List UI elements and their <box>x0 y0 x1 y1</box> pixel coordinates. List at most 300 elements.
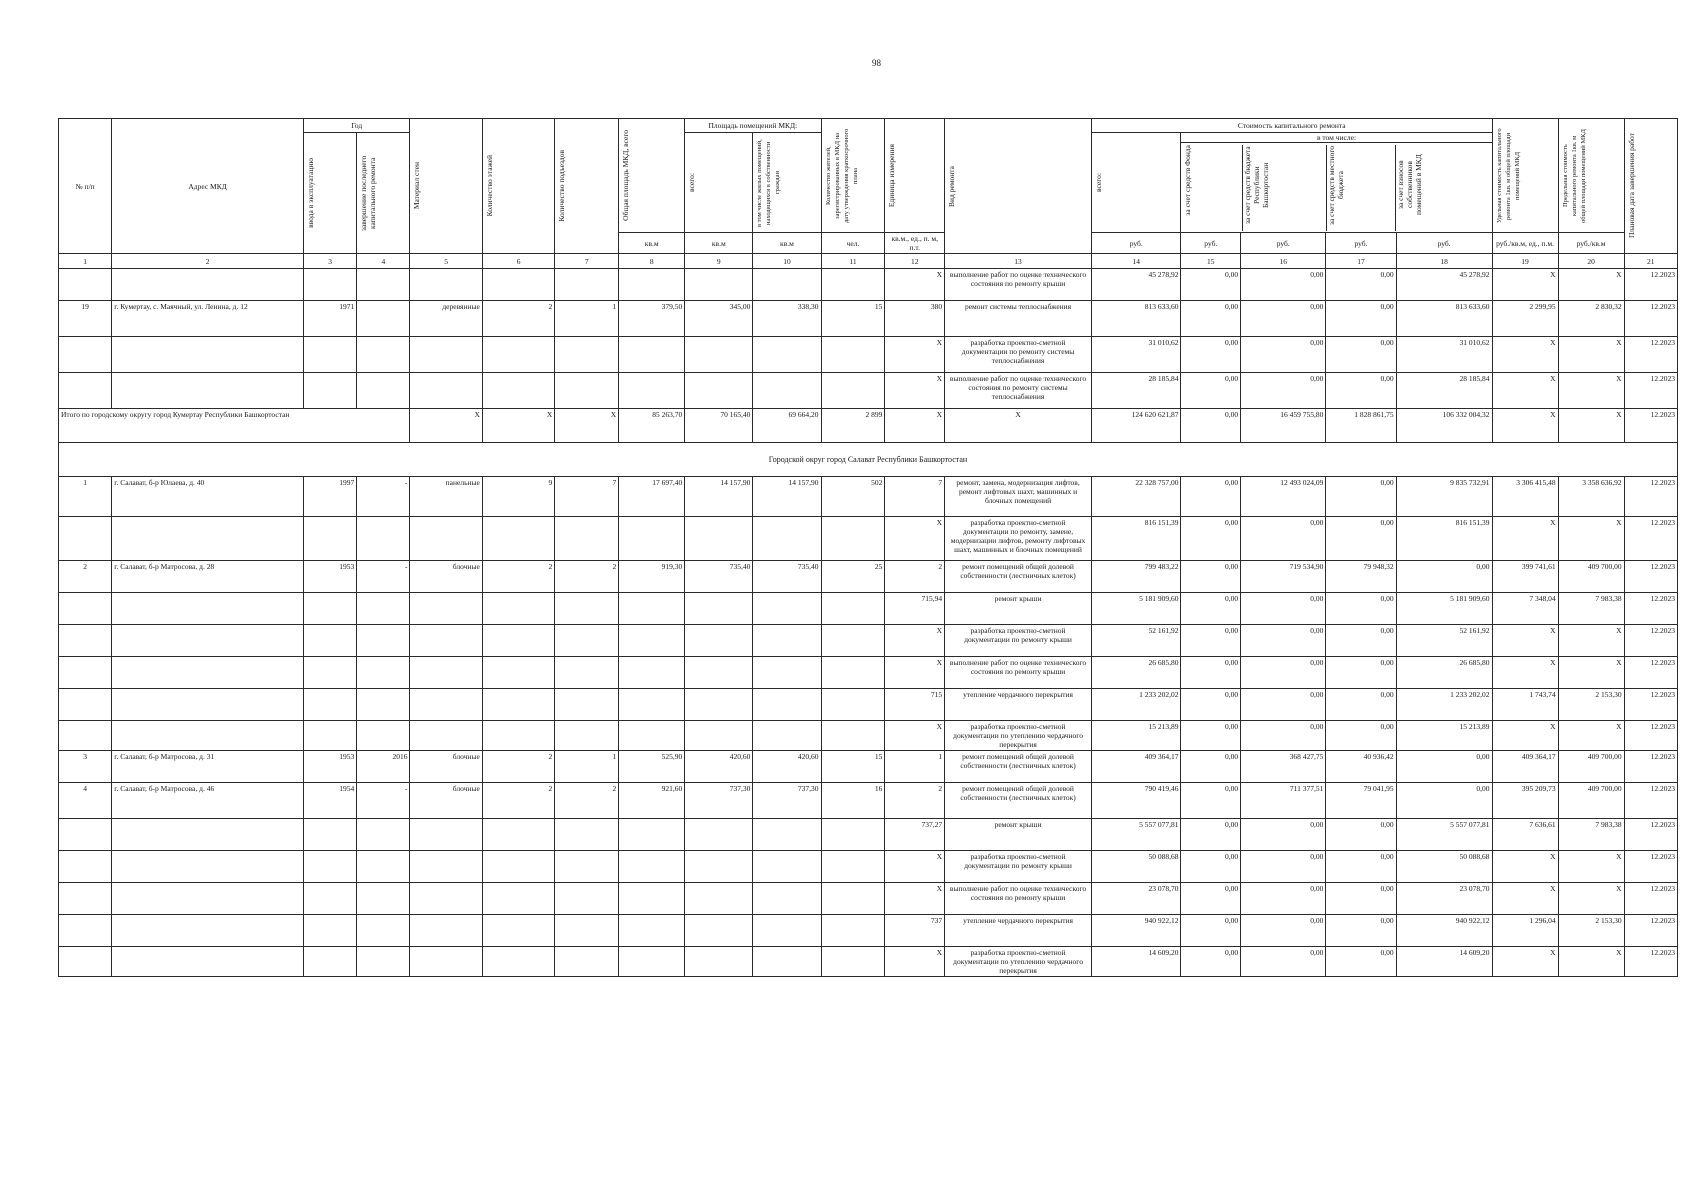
cell-cost-total: 409 364,17 <box>1092 751 1181 783</box>
cell-unit-cost: X <box>1492 851 1558 883</box>
cell-cost-republic: 0,00 <box>1241 689 1326 721</box>
cell-unit: 715 <box>885 689 945 721</box>
cell-address: г. Салават, б-р Матросова, д. 31 <box>112 751 304 783</box>
cell-year-built: 1953 <box>303 561 356 593</box>
hdr-total-area: Общая площадь МКД, всего <box>619 119 685 233</box>
hdr-area-group: Площадь помещений МКД: <box>685 119 821 133</box>
cell-unit: 380 <box>885 301 945 337</box>
hdr-cost-owners: за счет взносов собственников помещений в МКД <box>1395 145 1489 231</box>
cell-cost-owners: 15 213,89 <box>1396 721 1492 751</box>
cell-wall-material <box>410 517 482 561</box>
cell-cost-republic: 0,00 <box>1241 593 1326 625</box>
cell-entrances <box>555 819 619 851</box>
table-row <box>59 301 1678 337</box>
cell-row-number <box>59 593 112 625</box>
hdr-cost-total: всего: <box>1092 133 1181 233</box>
cell-floors <box>482 373 554 409</box>
cell-row-number <box>59 883 112 915</box>
cell-cost-total: 5 181 909,60 <box>1092 593 1181 625</box>
cell-floors: 2 <box>482 561 554 593</box>
cell-unit-cost: X <box>1492 883 1558 915</box>
cell-deadline: 12.2023 <box>1624 269 1677 301</box>
cell-area-residential <box>753 337 821 373</box>
cell-area-all <box>685 721 753 751</box>
cell-cost-owners: 0,00 <box>1396 751 1492 783</box>
cell-cost-fund: 0,00 <box>1181 947 1241 977</box>
total-ta: 85 263,70 <box>619 409 685 443</box>
cell-cost-total: 45 278,92 <box>1092 269 1181 301</box>
cell-unit: X <box>885 625 945 657</box>
cell-floors: 2 <box>482 751 554 783</box>
cell-total-area: 525,90 <box>619 751 685 783</box>
table-row <box>59 657 1678 689</box>
cell-year-built <box>303 819 356 851</box>
cell-entrances <box>555 851 619 883</box>
cell-floors <box>482 593 554 625</box>
cell-cost-fund: 0,00 <box>1181 561 1241 593</box>
hdr-area-residential: в том числе жилых помещений, находящихся в собственности граждан <box>753 133 821 233</box>
unit-rub-total: руб. <box>1092 233 1181 254</box>
cell-address <box>112 689 304 721</box>
cell-wall-material <box>410 337 482 373</box>
cell-total-area <box>619 657 685 689</box>
cell-cost-republic: 0,00 <box>1241 947 1326 977</box>
unit-unit: кв.м., ед., п. м, п.т. <box>885 233 945 254</box>
cell-cost-owners: 50 088,68 <box>1396 851 1492 883</box>
cell-year-last-repair <box>357 689 410 721</box>
cell-area-residential: 420,60 <box>753 751 821 783</box>
cell-area-residential <box>753 721 821 751</box>
cell-row-number <box>59 689 112 721</box>
cell-wall-material <box>410 947 482 977</box>
cell-floors <box>482 657 554 689</box>
cell-cost-fund: 0,00 <box>1181 751 1241 783</box>
repair-plan-table <box>58 118 1678 977</box>
repair-plan-sheet <box>58 118 1678 977</box>
cell-unit: 737 <box>885 915 945 947</box>
cell-floors <box>482 721 554 751</box>
cell-cost-local: 0,00 <box>1326 517 1396 561</box>
cell-year-built <box>303 657 356 689</box>
cell-repair-type: разработка проектно-сметной документации по утеплению чердачного перекрытия <box>945 947 1092 977</box>
cell-area-residential <box>753 593 821 625</box>
cell-limit-cost: 409 700,00 <box>1558 561 1624 593</box>
cell-cost-republic: 0,00 <box>1241 657 1326 689</box>
hdr-floors: Количество этажей <box>482 119 554 254</box>
cell-total-area: 17 697,40 <box>619 477 685 517</box>
cell-cost-fund: 0,00 <box>1181 657 1241 689</box>
cell-limit-cost: 7 983,38 <box>1558 819 1624 851</box>
cell-repair-type: утепление чердачного перекрытия <box>945 689 1092 721</box>
cell-address <box>112 721 304 751</box>
cell-total-area: 919,30 <box>619 561 685 593</box>
cell-year-last-repair <box>357 657 410 689</box>
cell-entrances <box>555 517 619 561</box>
hdr-unit: Единица измерения <box>885 119 945 233</box>
total-unit: X <box>885 409 945 443</box>
cell-cost-total: 799 483,22 <box>1092 561 1181 593</box>
cell-cost-owners: 9 835 732,91 <box>1396 477 1492 517</box>
cell-deadline: 12.2023 <box>1624 721 1677 751</box>
total-dl: 12.2023 <box>1624 409 1677 443</box>
cell-year-last-repair: - <box>357 477 410 517</box>
cell-wall-material <box>410 883 482 915</box>
cell-total-area: 921,60 <box>619 783 685 819</box>
column-number: 16 <box>1241 254 1326 269</box>
hdr-year-group: Год <box>303 119 410 133</box>
cell-area-all <box>685 373 753 409</box>
cell-floors: 9 <box>482 477 554 517</box>
column-number: 11 <box>821 254 885 269</box>
cell-address <box>112 915 304 947</box>
cell-area-all <box>685 947 753 977</box>
cell-cost-owners: 5 557 077,81 <box>1396 819 1492 851</box>
hdr-unit-cost: Удельная стоимость капитального ремонта 1кв. м общей площади помещений МКД <box>1492 119 1558 233</box>
cell-address <box>112 593 304 625</box>
column-number: 5 <box>410 254 482 269</box>
cell-area-all <box>685 915 753 947</box>
cell-cost-republic: 711 377,51 <box>1241 783 1326 819</box>
cell-cost-republic: 0,00 <box>1241 625 1326 657</box>
cell-address <box>112 947 304 977</box>
cell-unit: X <box>885 883 945 915</box>
cell-cost-owners: 31 010,62 <box>1396 337 1492 373</box>
column-number: 18 <box>1396 254 1492 269</box>
cell-total-area <box>619 269 685 301</box>
cell-cost-total: 28 185,84 <box>1092 373 1181 409</box>
cell-year-built <box>303 625 356 657</box>
cell-deadline: 12.2023 <box>1624 561 1677 593</box>
cell-area-residential: 338,30 <box>753 301 821 337</box>
cell-repair-type: ремонт помещений общей долевой собственности (лестничных клеток) <box>945 783 1092 819</box>
cell-cost-republic: 0,00 <box>1241 851 1326 883</box>
cell-cost-local: 0,00 <box>1326 657 1396 689</box>
cell-cost-fund: 0,00 <box>1181 593 1241 625</box>
cell-cost-owners: 26 685,80 <box>1396 657 1492 689</box>
cell-cost-republic: 368 427,75 <box>1241 751 1326 783</box>
cell-cost-fund: 0,00 <box>1181 517 1241 561</box>
cell-residents: 502 <box>821 477 885 517</box>
table-row <box>59 819 1678 851</box>
cell-cost-fund: 0,00 <box>1181 689 1241 721</box>
cell-total-area: 379,50 <box>619 301 685 337</box>
hdr-wall-material: Материал стен <box>410 119 482 254</box>
cell-area-residential <box>753 625 821 657</box>
cell-residents <box>821 517 885 561</box>
cell-row-number: 3 <box>59 751 112 783</box>
cell-cost-local: 0,00 <box>1326 915 1396 947</box>
cell-row-number: 2 <box>59 561 112 593</box>
total-res: 2 899 <box>821 409 885 443</box>
table-row <box>59 593 1678 625</box>
cell-repair-type: разработка проектно-сметной документации по ремонту системы теплоснабжения <box>945 337 1092 373</box>
cell-area-residential <box>753 883 821 915</box>
unit-rub-fund: руб. <box>1181 233 1241 254</box>
cell-deadline: 12.2023 <box>1624 947 1677 977</box>
cell-area-all <box>685 819 753 851</box>
table-row <box>59 373 1678 409</box>
cell-unit: 1 <box>885 751 945 783</box>
cell-cost-republic: 0,00 <box>1241 373 1326 409</box>
cell-area-residential <box>753 689 821 721</box>
cell-year-last-repair <box>357 947 410 977</box>
cell-unit-cost: X <box>1492 269 1558 301</box>
cell-unit-cost: 7 636,61 <box>1492 819 1558 851</box>
cell-deadline: 12.2023 <box>1624 301 1677 337</box>
cell-row-number: 4 <box>59 783 112 819</box>
cell-area-all <box>685 593 753 625</box>
cell-limit-cost: 2 153,30 <box>1558 915 1624 947</box>
column-number: 14 <box>1092 254 1181 269</box>
cell-unit: X <box>885 721 945 751</box>
cell-entrances: 7 <box>555 477 619 517</box>
cell-area-residential <box>753 947 821 977</box>
hdr-npp: № п/п <box>59 119 112 254</box>
column-number-row <box>59 254 1678 269</box>
cell-limit-cost: X <box>1558 721 1624 751</box>
cell-cost-local: 0,00 <box>1326 593 1396 625</box>
cell-limit-cost: X <box>1558 337 1624 373</box>
hdr-limit-cost: Предельная стоимость капитального ремонта 1кв. м общей площади помещений МКД <box>1558 119 1624 233</box>
cell-repair-type: выполнение работ по оценке технического состояния по ремонту крыши <box>945 269 1092 301</box>
cell-cost-local: 40 936,42 <box>1326 751 1396 783</box>
table-row <box>59 689 1678 721</box>
cell-cost-local: 79 041,95 <box>1326 783 1396 819</box>
cell-residents <box>821 337 885 373</box>
cell-entrances <box>555 657 619 689</box>
cell-address <box>112 819 304 851</box>
cell-cost-local: 0,00 <box>1326 373 1396 409</box>
cell-limit-cost: X <box>1558 851 1624 883</box>
cell-floors: 2 <box>482 301 554 337</box>
cell-unit-cost: X <box>1492 625 1558 657</box>
table-row <box>59 337 1678 373</box>
cell-area-all: 735,40 <box>685 561 753 593</box>
total-label: Итого по городскому округу город Кумертау Республики Башкортостан <box>59 409 410 443</box>
hdr-repair-type: Вид ремонта <box>945 119 1092 254</box>
column-number: 17 <box>1326 254 1396 269</box>
cell-cost-republic: 12 493 024,09 <box>1241 477 1326 517</box>
cell-year-built <box>303 947 356 977</box>
cell-floors <box>482 947 554 977</box>
cell-limit-cost: X <box>1558 269 1624 301</box>
cell-area-residential <box>753 373 821 409</box>
cell-cost-fund: 0,00 <box>1181 373 1241 409</box>
section-title: Городской округ город Салават Республики Башкортостан <box>59 443 1678 477</box>
cell-cost-fund: 0,00 <box>1181 819 1241 851</box>
cell-total-area <box>619 851 685 883</box>
hdr-cost-incl: в том числе: за счет средств Фонда за счет средств бюджета Республики Башкортостан за счет средств местного бюджета за счет взносов собственников помещений в МКД <box>1181 133 1492 233</box>
cell-row-number <box>59 819 112 851</box>
total-lc: X <box>1558 409 1624 443</box>
cell-address: г. Кумертау, с. Маячный, ул. Ленина, д. 12 <box>112 301 304 337</box>
cell-year-built <box>303 593 356 625</box>
cell-cost-fund: 0,00 <box>1181 915 1241 947</box>
cell-unit-cost: 409 364,17 <box>1492 751 1558 783</box>
cell-total-area <box>619 947 685 977</box>
cell-row-number <box>59 657 112 689</box>
cell-cost-owners: 5 181 909,60 <box>1396 593 1492 625</box>
cell-residents <box>821 689 885 721</box>
cell-area-all: 420,60 <box>685 751 753 783</box>
unit-area-all: кв.м <box>685 233 753 254</box>
cell-residents <box>821 625 885 657</box>
cell-row-number <box>59 269 112 301</box>
cell-deadline: 12.2023 <box>1624 751 1677 783</box>
column-number: 8 <box>619 254 685 269</box>
cell-wall-material: панельные <box>410 477 482 517</box>
cell-wall-material <box>410 269 482 301</box>
cell-address <box>112 851 304 883</box>
total-uc: X <box>1492 409 1558 443</box>
cell-area-all: 345,00 <box>685 301 753 337</box>
cell-area-residential: 14 157,90 <box>753 477 821 517</box>
cell-year-last-repair <box>357 269 410 301</box>
unit-unit-cost: руб./кв.м, ед., п.м. <box>1492 233 1558 254</box>
cell-cost-fund: 0,00 <box>1181 337 1241 373</box>
cell-total-area <box>619 337 685 373</box>
cell-wall-material <box>410 625 482 657</box>
cell-cost-local: 0,00 <box>1326 269 1396 301</box>
cell-floors <box>482 269 554 301</box>
cell-year-built: 1954 <box>303 783 356 819</box>
cell-unit-cost: 2 299,95 <box>1492 301 1558 337</box>
cell-total-area <box>619 915 685 947</box>
cell-address: г. Салават, б-р Матросова, д. 28 <box>112 561 304 593</box>
cell-repair-type: ремонт, замена, модернизация лифтов, ремонт лифтовых шахт, машинных и блочных помещений <box>945 477 1092 517</box>
cell-cost-republic: 0,00 <box>1241 337 1326 373</box>
cell-residents <box>821 819 885 851</box>
cell-unit: X <box>885 373 945 409</box>
cell-unit: 7 <box>885 477 945 517</box>
cell-address <box>112 337 304 373</box>
cell-limit-cost: X <box>1558 517 1624 561</box>
cell-deadline: 12.2023 <box>1624 337 1677 373</box>
total-own: 106 332 004,32 <box>1396 409 1492 443</box>
cell-row-number <box>59 915 112 947</box>
cell-total-area <box>619 721 685 751</box>
cell-year-built <box>303 337 356 373</box>
cell-cost-republic: 0,00 <box>1241 915 1326 947</box>
cell-entrances: 2 <box>555 561 619 593</box>
cell-year-built <box>303 689 356 721</box>
table-row <box>59 915 1678 947</box>
cell-wall-material: блочные <box>410 783 482 819</box>
cell-wall-material <box>410 915 482 947</box>
cell-wall-material <box>410 657 482 689</box>
cell-unit-cost: X <box>1492 373 1558 409</box>
cell-cost-republic: 0,00 <box>1241 517 1326 561</box>
cell-area-residential <box>753 517 821 561</box>
cell-unit: X <box>885 657 945 689</box>
total-aa: 70 165,40 <box>685 409 753 443</box>
cell-year-built: 1971 <box>303 301 356 337</box>
column-number: 12 <box>885 254 945 269</box>
cell-year-built <box>303 269 356 301</box>
cell-repair-type: ремонт помещений общей долевой собственности (лестничных клеток) <box>945 561 1092 593</box>
cell-cost-republic: 0,00 <box>1241 269 1326 301</box>
cell-cost-local: 0,00 <box>1326 625 1396 657</box>
cell-cost-republic: 0,00 <box>1241 819 1326 851</box>
cell-cost-total: 23 078,70 <box>1092 883 1181 915</box>
cell-unit-cost: X <box>1492 337 1558 373</box>
cell-cost-total: 790 419,46 <box>1092 783 1181 819</box>
cell-cost-fund: 0,00 <box>1181 477 1241 517</box>
cell-deadline: 12.2023 <box>1624 783 1677 819</box>
unit-residents: чел. <box>821 233 885 254</box>
cell-address <box>112 657 304 689</box>
cell-residents: 15 <box>821 751 885 783</box>
page-number: 98 <box>872 58 881 68</box>
cell-unit: 2 <box>885 783 945 819</box>
cell-entrances <box>555 721 619 751</box>
cell-wall-material <box>410 851 482 883</box>
table-row <box>59 751 1678 783</box>
cell-deadline: 12.2023 <box>1624 625 1677 657</box>
hdr-residents: Количество жителей, зарегистрированных в МКД на дату утверждения краткосрочного плана <box>821 119 885 233</box>
cell-cost-owners: 45 278,92 <box>1396 269 1492 301</box>
cell-deadline: 12.2023 <box>1624 915 1677 947</box>
table-row <box>59 625 1678 657</box>
cell-area-residential <box>753 915 821 947</box>
cell-area-all: 14 157,90 <box>685 477 753 517</box>
cell-area-residential <box>753 269 821 301</box>
table-row <box>59 517 1678 561</box>
hdr-address: Адрес МКД <box>112 119 304 254</box>
table-row <box>59 269 1678 301</box>
cell-unit-cost: 1 296,04 <box>1492 915 1558 947</box>
cell-year-built: 1953 <box>303 751 356 783</box>
cell-area-residential: 735,40 <box>753 561 821 593</box>
cell-row-number <box>59 721 112 751</box>
cell-total-area <box>619 517 685 561</box>
cell-cost-local: 0,00 <box>1326 819 1396 851</box>
cell-entrances <box>555 373 619 409</box>
cell-year-last-repair: 2016 <box>357 751 410 783</box>
cell-area-residential: 737,30 <box>753 783 821 819</box>
cell-wall-material <box>410 721 482 751</box>
cell-cost-fund: 0,00 <box>1181 625 1241 657</box>
total-mat: X <box>410 409 482 443</box>
unit-rub-owners: руб. <box>1396 233 1492 254</box>
column-number: 21 <box>1624 254 1677 269</box>
cell-year-built <box>303 721 356 751</box>
cell-cost-local: 0,00 <box>1326 689 1396 721</box>
cell-address <box>112 625 304 657</box>
table-row <box>59 721 1678 751</box>
cell-cost-total: 26 685,80 <box>1092 657 1181 689</box>
unit-limit-cost: руб./кв.м <box>1558 233 1624 254</box>
total-type: X <box>945 409 1092 443</box>
cell-area-all <box>685 851 753 883</box>
hdr-cost-group: Стоимость капитального ремонта <box>1092 119 1493 133</box>
cell-deadline: 12.2023 <box>1624 517 1677 561</box>
cell-residents <box>821 721 885 751</box>
cell-total-area <box>619 373 685 409</box>
cell-limit-cost: X <box>1558 947 1624 977</box>
cell-cost-local: 0,00 <box>1326 721 1396 751</box>
cell-cost-total: 31 010,62 <box>1092 337 1181 373</box>
cell-unit: 715,94 <box>885 593 945 625</box>
cell-entrances: 1 <box>555 751 619 783</box>
cell-entrances <box>555 915 619 947</box>
cell-floors <box>482 851 554 883</box>
unit-rub-republic: руб. <box>1241 233 1326 254</box>
cell-total-area <box>619 819 685 851</box>
cell-unit-cost: 1 743,74 <box>1492 689 1558 721</box>
cell-limit-cost: 7 983,38 <box>1558 593 1624 625</box>
cell-repair-type: ремонт помещений общей долевой собственности (лестничных клеток) <box>945 751 1092 783</box>
